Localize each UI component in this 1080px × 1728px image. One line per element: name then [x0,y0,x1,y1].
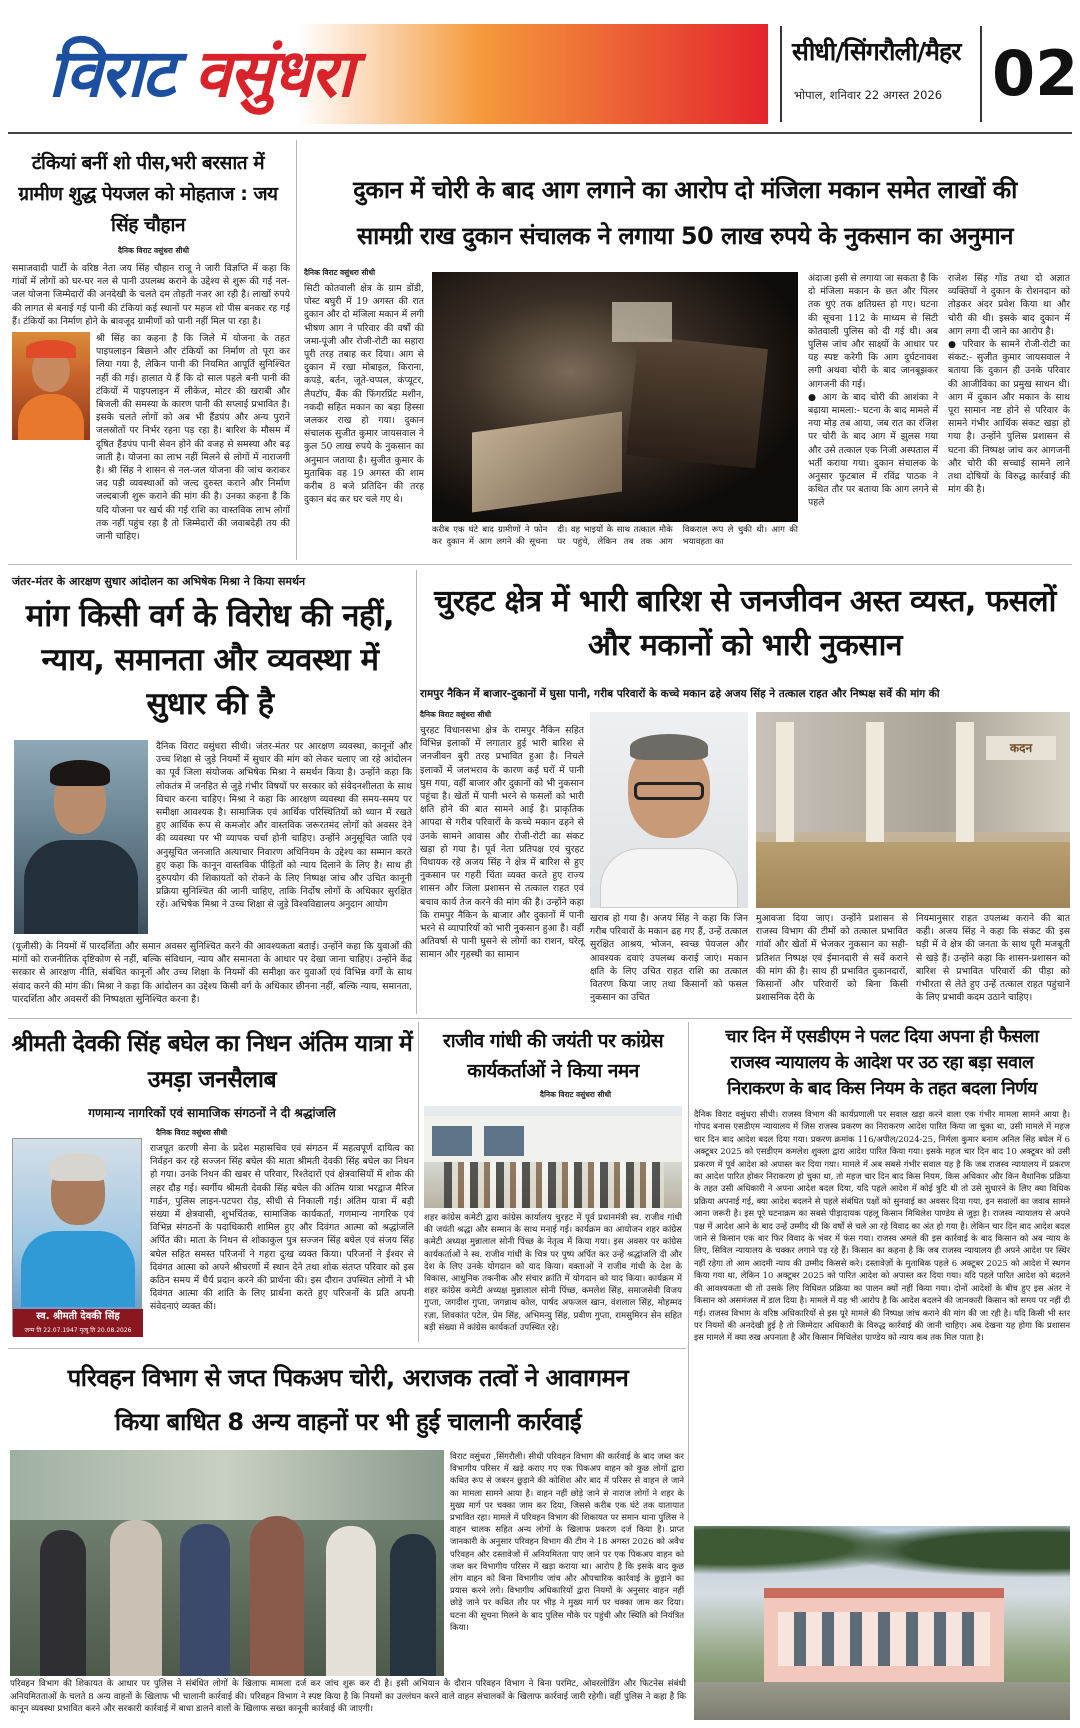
story1-headline: टंकियां बनीं शो पीस,भरी बरसात में ग्रामीण शुद्ध पेयजल को मोहताज : जय सिंह चौहान [18,152,278,236]
story6-body: शहर कांग्रेस कमेटी द्वारा कांग्रेस कार्यालय चुरहट में पूर्व प्रधानमंत्री स्व. राजीव गांधी की जयंती श्रद्धा और सम्मान के साथ मनाई गई। कार्यक्रम का आयोजन शहर कांग्रेस कमेटी अध्यक्ष मुन्नालाल सोनी पिंच्छ के नेतृत्व में किया गया। इस अवसर पर कांग्रेस कार्यकर्ताओं ने स्व. राजीव गांधी के चित्र पर पुष्प अर्पित कर उन्हें श्रद्धांजलि दी और देश के लिए उनके योगदान को याद किया। वक्ताओं ने राजीव गांधी के देश के विकास, आधुनिक तकनीक और संचार क्रांति में योगदान को याद किया। कार्यक्रम में शहर कांग्रेस कमेटी अध्यक्ष मुन्नालाल सोनी पिंच्छ, कमलेश सिंह, समाजसेवी विजय गुप्ता, जगदीश गुप्ता, जगन्नाथ कोल, पार्षद अफजल खान, वंशलाल सिंह, मोहम्मद रज़ा, शिवकांत पटेल, प्रेम सिंह, अभिमन्यु सिंह, प्रवीण गुप्ता, रामसुमिरन सेन सहित बड़ी संख्या में कांग्रेस कार्यकर्ता उपस्थित रहे। [424,1213,682,1333]
story3-kicker: जंतर-मंतर के आरक्षण सुधार आंदोलन का अभिषेक मिश्रा ने किया समर्थन [12,575,306,588]
logo [48,32,352,116]
story8-headline-line1: परिवहन विभाग से जप्त पिकअप चोरी, अराजक तत्वों ने आवागमन [67,1364,629,1392]
column-divider [296,140,297,560]
story2-col3: अंदाजा इसी से लगाया जा सकता है कि दो मंजिला मकान के छत और पिलर तक धुएं तक क्षतिग्रस्त हो गए। घटना की सूचना 112 के माध्यम से सिटी कोतवाली पुलिस को दी गई थी। अब पुलिस जांच और साक्ष्यों के आधार पर यह स्पष्ट करेगी कि आग दुर्घटनावश लगी अथवा चोरी के बाद जानबूझकर आगजनी की गई। ● आग के बाद चोरी की आशंका ने बढ़ाया मामला:- घटना के बाद मामले में नया मोड़ तब आया, जब रात का रंजिश पर चोरी के बाद आग में झुलस गया और उसे तत्काल एक निजी अस्पताल में भर्ती कराया गया। दुकान संचालक के अनुसार फुटबाल में रविंद्र पाठक ने कथित तौर पर बताया कि आग लगने से पहले [808,273,938,509]
story2-fire-photo [432,272,798,522]
story4-col4: नियमानुसार राहत उपलब्ध कराने की बात कही। अजय सिंह ने कहा कि संकट की इस घड़ी में वे क्षेत्र की जनता के साथ पूरी मजबूती से खड़े हैं। उन्होंने कहा कि शासन-प्रशासन को बारिश से प्रभावित परिवारों की पीड़ा को गंभीरता से लेते हुए उन्हें तत्काल राहत पहुंचाने के लिए प्रभावी कदम उठाने चाहिए। [916,913,1070,1004]
column-divider [416,570,417,1014]
story7-headline-line3: निराकरण के बाद किस नियम के तहत बदला निर्णय [727,1079,1037,1099]
story5-byline: दैनिक विराट वसुंधरा सीधी [156,1128,228,1137]
story5-photo-caption: स्व. श्रीमती देवकी सिंह [13,1309,143,1325]
story1-photo [12,332,90,440]
logo-part2: वसुंधरा [194,35,353,112]
story2-col1: सिटी कोतवाली क्षेत्र के ग्राम डोंडी, पोस्ट बघुरी में 19 अगस्त की रात दुकान और दो मंजिला मकान में लगी भीषण आग ने परिवार की वर्षों की जमा-पूंजी और रोजी-रोटी का सहारा पूरी तरह तबाह कर दिया। आग से दुकान में रखा मोबाइल, किराना, कपड़े, बर्तन, जूते-चप्पल, कंप्यूटर, लैपटॉप, बैंक की फिंगरप्रिंट मशीन, नकदी सहित मकान का बड़ा हिस्सा जलकर राख हो गया। दुकान संचालक सुजीत कुमार जायसवाल ने कुल 50 लाख रुपये के नुकसान का अनुमान जताया है। सुजीत कुमार के मुताबिक वह 19 अगस्त की शाम करीब 8 बजे प्रतिदिन की तरह दुकान बंद कर घर चले गए थे। [304,283,424,506]
section-rule [8,564,1072,565]
story2-headline-line2: सामग्री राख दुकान संचालक ने लगाया 50 लाख रुपये के नुकसान का अनुमान [356,222,1014,250]
story3-body: दैनिक विराट वसुंधरा सीधी। जंतर-मंतर पर आरक्षण व्यवस्था, कानूनों और उच्च शिक्षा से जुड़े नियमों में सुधार की मांग को लेकर चलाए जा रहे आंदोलन का पूर्व जिला संयोजक अभिषेक मिश्रा ने समर्थन किया है। उन्होंने कहा कि लोकतंत्र में जनहित से जुड़े गंभीर विषयों पर सरकार को संवेदनशीलता के साथ विचार करना चाहिए। मिश्रा ने कहा कि आरक्षण व्यवस्था की समय-समय पर समीक्षा आवश्यक है। सामाजिक एवं आर्थिक परिस्थितियों को ध्यान में रखते हुए आर्थिक रूप से कमजोर और वास्तविक जरूरतमंद लोगों को अवसर देने की व्यवस्था पर भी व्यापक चर्चा होनी चाहिए। उन्होंने अनुसूचित जाति एवं अनुसूचित जनजाति अत्याचार निवारण अधिनियम के उद्देश्य का सम्मान करते हुए कहा कि कानून वास्तविक पीड़ितों को न्याय दिलाने के लिए है। साथ ही दुरुपयोग की शिकायतों को रोकने के लिए निष्पक्ष जांच और उचित कानूनी प्रक्रिया सुनिश्चित की जानी चाहिए, ताकि निर्दोष लोगों के अधिकार सुरक्षित रहें। अभिषेक मिश्रा ने उच्च शिक्षा से जुड़े विश्वविद्यालय अनुदान आयोग [156,741,412,911]
edition-box [780,26,980,122]
story6-headline: राजीव गांधी की जयंती पर कांग्रेस कार्यकर्ताओं ने किया नमन [442,1030,664,1082]
story3-body-full: (यूजीसी) के नियमों में पारदर्शिता और समान अवसर सुनिश्चित करने की आवश्यकता बताई। उन्होंने कहा कि युवाओं की मांगों को राजनीतिक दृष्टिकोण से नहीं, बल्कि संविधान, न्याय और समानता के आधार पर देखा जाना चाहिए। उन्होंने केंद्र सरकार से आरक्षण नीति, संबंधित कानूनों और उच्च शिक्षा के नियमों की समीक्षा कर युवाओं एवं विभिन्न वर्गों के साथ संवाद करने की मांग की। मिश्रा ने कहा कि आंदोलन का उद्देश्य किसी वर्ग के अधिकार छीनना नहीं, बल्कि न्याय, समानता, पारदर्शिता और अवसरों की निष्पक्षता सुनिश्चित करना है। [12,941,412,1005]
section-rule [8,1348,686,1349]
story4-politician-photo [590,712,748,908]
story2-headline-line1: दुकान में चोरी के बाद आग लगाने का आरोप दो मंजिला मकान समेत लाखों की [353,176,1017,204]
story4-headline: चुरहट क्षेत्र में भारी बारिश से जनजीवन अस्त व्यस्त, फसलों और मकानों को भारी नुकसान [434,584,1056,663]
section-rule [8,1018,1072,1019]
story4-deck: रामपुर नैकिन में बाजार-दुकानों में घुसा पानी, गरीब परिवारों के कच्चे मकान ढहे अजय सिंह ने तत्काल राहत और निष्पक्ष सर्वे की मांग की [420,688,940,700]
story6-photo [424,1106,682,1208]
story7-headline-line1: चार दिन में एसडीएम ने पलट दिया अपना ही फैसला [725,1027,1039,1047]
story5-body: राजपूत करणी सेना के प्रदेश महासचिव एवं संगठन में महत्वपूर्ण दायित्व का निर्वहन कर रहे सज्जन सिंह बघेल की माता श्रीमती देवकी सिंह बघेल का निधन हो गया। उनके निधन की खबर से परिवार, रिश्तेदारों एवं क्षेत्रवासियों में शोक की लहर दौड़ गई। स्वर्गीय श्रीमती देवकी सिंह बघेल की अंतिम यात्रा भरद्वाज मैरिज गार्डन, पुलिस लाइन-पटपरा रोड़, सीधी से निकाली गई। अंतिम यात्रा में बड़ी संख्या में क्षेत्रवासी, शुभचिंतक, सामाजिक कार्यकर्ता, गणमान्य नागरिक एवं विभिन्न संगठनों के पदाधिकारी शामिल हुए और दिवंगत आत्मा को श्रद्धांजलि अर्पित की। माता के निधन से शोकाकुल पुत्र सज्जन सिंह बघेल एवं संजय सिंह बघेल सहित समस्त परिजनों ने गहरा दुःख व्यक्त किया। परिजनों ने ईश्वर से दिवंगत आत्मा को अपने श्रीचरणों में स्थान देने तथा शोक संतप्त परिवार को इस कठिन समय में धैर्य प्रदान करने की प्रार्थना की। इस दौरान उपस्थित लोगों ने भी दिवंगत आत्मा की शांति के लिए प्रार्थना करते हुए परिजनों के प्रति अपनी संवेदनाएं व्यक्त कीं। [150,1143,414,1313]
story4-flood-photo [756,712,1070,908]
logo-part1: विराट [48,35,174,112]
story6-byline: दैनिक विराट वसुंधरा सीधी [540,1090,612,1099]
story5-deck: गणमान्य नागरिकों एवं सामाजिक संगठनों ने दी श्रद्धांजलि [88,1106,336,1120]
shop-sign: कदन [986,736,1056,760]
column-divider [418,1022,419,1342]
story7-building-photo [694,1526,1070,1720]
story2-col4: राजेश सिंह गोंड तथा दो अज्ञात व्यक्तियों ने दुकान के रोशनदान को तोड़कर अंदर प्रवेश किया था और चोरी की थी। इसके बाद दुकान में आग लगा दी जाने का आरोप है। ● परिवार के सामने रोजी-रोटी का संकट:- सुजीत कुमार जायसवाल ने बताया कि दुकान ही उनके परिवार की आजीविका का प्रमुख साधन थी। आग में दुकान और मकान के साथ पूरा सामान नष्ट होने से परिवार के सामने गंभीर आर्थिक संकट खड़ा हो गया है। उन्होंने पुलिस प्रशासन से घटना की निष्पक्ष जांच कर आगजनी और चोरी की सच्चाई सामने लाने तथा दोषियों के विरुद्ध कार्रवाई की मांग की है। [948,273,1070,496]
masthead-rule [8,132,1072,134]
masthead [8,24,1079,128]
story7-body: दैनिक विराट वसुंधरा सीधी। राजस्व विभाग की कार्यप्रणाली पर सवाल खड़ा करने वाला एक गंभीर मामला सामने आया है। गोपद बनास एसडीएम न्यायालय में जिस राजस्व प्रकरण का निराकरण आदेश पारित किया जा चुका था, उसी मामले में महज चार दिन बाद आदेश बदल दिया गया। प्रकरण क्रमांक 116/अपील/2024-25, निर्मला कुमार बनाम अनिल सिंह बघेल में 6 अक्टूबर 2025 को एसडीएम कमलेश शुक्ला द्वारा आदेश पारित किया गया। इसके महज चार दिन बाद 10 अक्टूबर को उसी प्रकरण में पूर्व आदेश को अपास्त कर दिया गया। मामले में अब सबसे गंभीर सवाल यह है कि जब राजस्व न्यायालय में प्रकरण का आदेश पारित होकर निराकरण हो चुका था, तो महज चार दिन बाद किस नियम, किस अधिकार और किन वैधानिक प्रक्रिया के तहत उसी अधिकारी ने अपना आदेश बदल दिया, यदि पहले आदेश में कोई त्रुटि थी तो उसे सुधारने के लिए क्या विधिक प्रक्रिया अपनाई गई, क्या आदेश बदलने से पहले संबंधित पक्षों को सुनवाई का अवसर दिया गया, इन सवालों का जवाब सामने आना जरूरी है। इस पूरे घटनाक्रम का सबसे पीड़ादायक पहलू किसान मिथिलेश पाण्डेय से जुड़ा है। राजस्व न्यायालय से अपने पक्ष में आदेश आने के बाद उन्हें उम्मीद थी कि वर्षों से चले आ रहे विवाद का अंत हो गया है। लेकिन चार दिन बाद आदेश बदल जाने से किसान एक बार फिर विवाद के भंवर में फंस गया। राजस्व अमले की इस कार्रवाई के बाद किसान को अब न्याय के लिए, सिविल न्यायालय के चक्कर लगाने पड़ रहे हैं। किसान का कहना है कि जब राजस्व न्यायालय ही अपने आदेश पर स्थिर नहीं रहेगा तो आम आदमी न्याय की उम्मीद किससे करे। दस्तावेज़ों के मुताबिक पहले 6 अक्टूबर 2025 को आदेश में स्थगन किया गया था, लेकिन 10 अक्टूबर 2025 को पारित आदेश को अपास्त कर दिया गया। यदि पहले पारित आदेश को बदलने की आवश्यकता थी तो उसके लिए विधिवत प्रक्रिया का पालन क्यों नहीं किया गया। दोनों आदेशों के बीच हुए इस अंतर ने किसान को असमंजस में डाल दिया है। मामले में यह भी आरोप है कि आदेश बदलने की जानकारी किसान को समय पर नहीं दी गई। राजस्व विभाग के वरिष्ठ अधिकारियों से इस पूरे मामले की निष्पक्ष जांच कराने की मांग की जा रही है। यदि किसी भी स्तर पर नियमों की अनदेखी हुई है तो जिम्मेदार अधिकारी के विरुद्ध कार्रवाई की जानी चाहिए। अब देखना यह होगा कि प्रशासन इस मामले में क्या रुख अपनाता है और किसान मिथिलेश पाण्डेय को न्याय कब तक मिल पाता है। [694,1109,1071,1343]
story4-col2: खराब हो गया है। अजय सिंह ने कहा कि जिन गरीब परिवारों के मकान ढह गए हैं, उन्हें तत्काल सुरक्षित आश्रय, भोजन, स्वच्छ पेयजल और आवश्यक दवाएं उपलब्ध कराई जाएं। मकान क्षति के लिए उचित राहत राशि का तत्काल वितरण किया जाए तथा किसानों को फसल नुकसान का उचित [590,913,748,1004]
edition-name: सीधी/सिंगरौली/मैहर [792,37,961,66]
story2-byline: दैनिक विराट वसुंधरा सीधी [304,268,376,277]
story5-photo [12,1138,142,1336]
story8-footer: परिवहन विभाग की शिकायत के आधार पर पुलिस ने संबंधित लोगों के खिलाफ मामला दर्ज कर जांच शुरू कर दी है। इसी अभियान के दौरान परिवहन विभाग ने बिना परमिट, ओवरलोडिंग और फिटनेस संबंधी अनियमितताओं के चलते 8 अन्य वाहनों के खिलाफ भी चालानी कार्रवाई की। परिवहन विभाग ने स्पष्ट किया है कि नियमों का उल्लंघन करने वाले वाहन संचालकों के खिलाफ कार्रवाई जारी रहेगी। वहीं पुलिस ने कहा है कि कानून व्यवस्था प्रभावित करने और सरकारी कार्रवाई में बाधा डालने वालों के खिलाफ सख्त कानूनी कार्रवाई की जाएगी। [10,1679,686,1715]
story1-body: श्री सिंह का कहना है कि जिले में योजना के तहत पाइपलाइन बिछाने और टंकियों का निर्माण तो पूरा कर लिया गया है, लेकिन पानी की नियमित आपूर्ति सुनिश्चित नहीं की गई। हालात ये हैं कि दो साल पहले बनी पानी की टंकियों में पाइपलाइन में लीकेज, मोटर की खराबी और बिजली की समस्या के कारण पानी की सप्लाई प्रभावित है। इसके चलते लोगों को अब भी हैंडपंप और अन्य पुराने जलस्रोतों पर निर्भर रहना पड़ रहा है। बारिश के मौसम में दूषित हैंडपंप पानी सेवन होने की वजह से समस्या और बढ़ जाती है। योजना का लाभ नहीं मिलने से लोगों में नाराजगी है। श्री सिंह ने शासन से नल-जल योजना की जांच कराकर जद पड़ी व्यवस्थाओं को जल्द दुरुस्त कराने और निर्माण जल्दबाजी शुरू कराने की मांग की है। उनका कहना है कि यदि योजना पर खर्च की गई राशि का वास्तविक लाभ लोगों तक नहीं पहुंच रहा है तो जिम्मेदारों की जवाबदेही तय की जानी चाहिए। [96,333,290,543]
story5-headline: श्रीमती देवकी सिंह बघेल का निधन अंतिम यात्रा में उमड़ा जनसैलाब [11,1031,413,1093]
page-number-box [980,26,1079,122]
story5-photo-dates: जन्म ति 22.07.1947 मृत्यु ति 20.08.2026 [13,1325,143,1337]
story8-crowd-photo [10,1450,444,1676]
column-divider [688,1022,689,1522]
story3-headline: मांग किसी वर्ग के विरोध की नहीं, न्याय, समानता और व्यवस्था में सुधार की है [25,598,395,722]
story8-headline-line2: किया बाधित 8 अन्य वाहनों पर भी हुई चालानी कार्रवाई [114,1408,582,1436]
story4-col3: मुआवजा दिया जाए। उन्होंने प्रशासन से राजस्व विभाग की टीमों को तत्काल प्रभावित गांवों और खेतों में भेजकर नुकसान का सही-प्रतिशत निष्पक्ष एवं ईमानदारी से सर्वे कराने की मांग की है। साथ ही प्रभावित दुकानदारों, किसानों और परिवारों को बिना किसी प्रशासनिक देरी के [756,913,908,1004]
story7-headline-line2: राजस्व न्यायालय के आदेश पर उठ रहा बड़ा सवाल [730,1053,1034,1073]
story4-col1: चुरहट विधानसभा क्षेत्र के रामपुर नैकिन सहित विभिन्न इलाकों में लगातार हुई भारी बारिश से जनजीवन बुरी तरह प्रभावित हुआ है। निचले इलाकों में जलभराव के कारण कई घरों में पानी घुस गया, वहीं बाजार और दुकानों को भी नुकसान पहुंचा है। खेतों में पानी भरने से फसलों को भारी क्षति होने की बात सामने आई है। प्राकृतिक आपदा से गरीब परिवारों के कच्चे मकान ढहने से उनके सामने आवास और रोजी-रोटी का संकट खड़ा हो गया है। पूर्व नेता प्रतिपक्ष एवं चुरहट विधायक रहे अजय सिंह ने क्षेत्र में बारिश से हुए नुकसान पर गहरी चिंता व्यक्त करते हुए राज्य शासन और जिला प्रशासन से तत्काल राहत एवं बचाव कार्य तेज करने की मांग की है। उन्होंने कहा कि रामपुर नैकिन के बाजार और दुकानों में पानी भरने से व्यापारियों को भारी नुकसान हुआ है। वहीं अतिवर्षा से पानी घुसने से लोगों का राशन, घरेलू सामान और गृहस्थी का सामान [420,725,584,961]
story1-byline: दैनिक विराट वसुंधरा सीधी [118,246,190,255]
story1-lead: समाजवादी पार्टी के वरिष्ठ नेता जय सिंह चौहान राजू ने जारी विज्ञप्ति में कहा कि गांवों में लोगों को घर-घर नल से पानी उपलब्ध कराने के उद्देश्य से शुरू की गई नल-जल योजना जिम्मेदारों की अनदेखी के चलते दम तोड़ती नजर आ रही है। लाखों रुपये की लागत से बनाई गई पानी की टंकियां कई स्थानों पर महज शो पीस बनकर रह गई हैं। टंकियों का निर्माण होने के बावजूद ग्रामीणों को पानी नहीं मिल पा रहा है। [12,263,290,327]
page-number: 02 [992,37,1079,110]
story2-photo-caption: करीब एक घंटे बाद ग्रामीणों ने फोन कर दुकान में आग लगने की सूचना दी। वह भाइयों के साथ तत्काल मौके पर पहुंचे, लेकिन तब तक आग विकराल रूप ले चुकी थी। आग की भयावहता का [432,524,798,552]
story3-photo [14,740,148,934]
story8-body: विराट वसुंधरा ,सिंगरौली। सीधी परिवहन विभाग की कार्रवाई के बाद जब्त कर विभागीय परिसर में खड़े कराए गए एक पिकअप वाहन को कुछ लोगों द्वारा कथित रूप से जबरन छुड़ाने की कोशिश और बाद में परिसर से वाहन ले जाने का मामला सामने आया है। वाहन नहीं छोड़े जाने से नाराज लोगों ने शहर के मुख्य मार्ग पर चक्का जाम कर दिया, जिससे करीब एक घंटे तक यातायात प्रभावित रहा। मामले में परिवहन विभाग की शिकायत पर समान थाना पुलिस ने वाहन चालक सहित अन्य लोगों के खिलाफ प्रकरण दर्ज किया है। प्राप्त जानकारी के अनुसार परिवहन विभाग की टीम ने 18 अगस्त 2026 को अवैध परिवहन और दस्तावेजों में अनियमितता पाए जाने पर एक पिकअप वाहन को जब्त कर विभागीय परिसर में खड़ा कराया था। आरोप है कि इसके बाद कुछ लोग वाहन को बिना विभागीय जांच और औपचारिक कार्रवाई के छुड़ाने का प्रयास करने लगे। विभागीय अधिकारियों द्वारा नियमों के अनुसार वाहन नहीं छोड़े जाने पर कथित तौर पर भीड़ ने मुख्य मार्ग पर चक्का जाम कर दिया। घटना की सूचना मिलने के बाद पुलिस मौके पर पहुंची और स्थिति को नियंत्रित किया। [450,1451,684,1632]
story4-byline: दैनिक विराट वसुंधरा सीधी [420,710,492,719]
dateline: भोपाल, शनिवार 22 अगस्त 2026 [794,88,943,102]
